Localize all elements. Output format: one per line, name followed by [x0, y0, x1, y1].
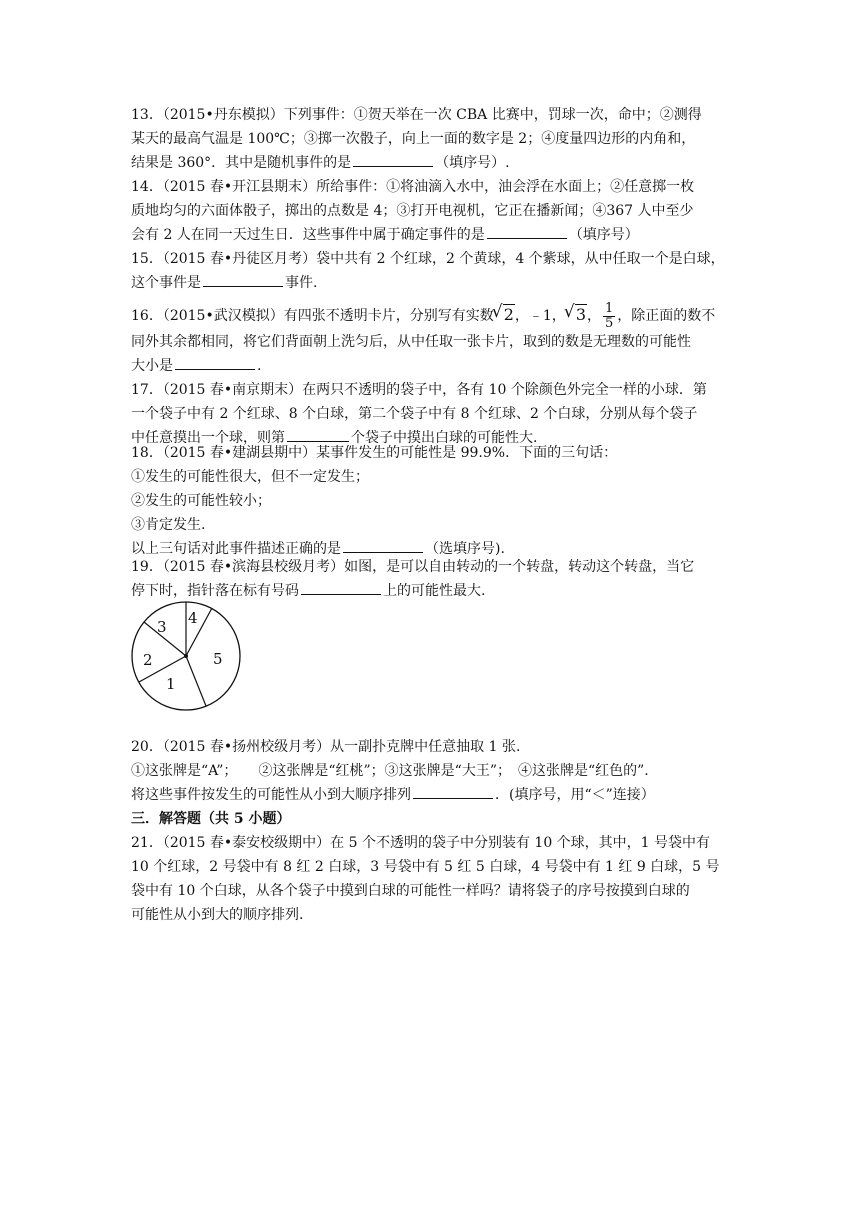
- q17-line3-text: 中任意摸出一个球，则第: [131, 430, 285, 446]
- q18-option-2: ②发生的可能性较小；: [131, 493, 271, 509]
- spinner-figure: [126, 598, 246, 718]
- q18-line5-suffix: （选填序号).: [425, 541, 505, 557]
- spinner-label-2: 2: [143, 651, 153, 669]
- q20-line3-text: 将这些事件按发生的可能性从小到大顺序排列: [131, 787, 411, 803]
- sqrt-3-expression: [566, 300, 587, 330]
- q20-line3: [131, 783, 731, 807]
- q18-line1: 18．（2015 春•建湖县期中）某事件发生的可能性是 99.9%．下面的三句话：: [131, 445, 618, 461]
- section-heading: 三．解答题（共 5 小题）: [131, 811, 291, 827]
- q18-answer-blank[interactable]: [343, 538, 423, 553]
- sqrt-2-expression: [494, 300, 515, 330]
- q15-line2-text: 这个事件是: [131, 275, 201, 291]
- sqrt-2-radicand: 2: [503, 305, 514, 324]
- q13-line1: 13．（2015•丹东模拟）下列事件：①贺天举在一次 CBA 比赛中，罚球一次，命中；②测得: [131, 107, 702, 123]
- q16-line1-mid: ，﹣1，: [514, 308, 566, 324]
- question-14: [131, 175, 731, 247]
- q18-option-3: ③肯定发生.: [131, 517, 206, 533]
- q14-answer-blank[interactable]: [487, 224, 567, 239]
- q20-line3-suffix: ．(填序号，用“＜”连接）: [495, 787, 655, 803]
- question-21: [131, 831, 731, 927]
- spinner-label-5: 5: [213, 650, 223, 668]
- question-19: [131, 555, 731, 603]
- q13-answer-blank[interactable]: [353, 152, 433, 167]
- q21-line4: 可能性从小到大的顺序排列.: [131, 907, 304, 923]
- q18-option-1: ①发生的可能性很大，但不一定发生；: [131, 469, 369, 485]
- q19-line2-suffix: 上的可能性最大.: [383, 583, 486, 599]
- q14-line1: 14．（2015 春•开江县期末）所给事件：①将油滴入水中，油会浮在水面上；②任意掷一枚: [131, 179, 695, 195]
- q17-line2: 一个袋子中有 2 个红球、8 个白球，第二个袋子中有 8 个红球、2 个白球，分别从每个袋子: [131, 406, 698, 422]
- q13-line3: [131, 151, 731, 175]
- q20-line1: 20．（2015 春•扬州校级月考）从一副扑克牌中任意抽取 1 张.: [131, 739, 521, 755]
- q17-answer-blank[interactable]: [287, 427, 349, 442]
- q15-answer-blank[interactable]: [203, 272, 283, 287]
- q19-line1: 19．（2015 春•滨海县校级月考）如图，是可以自由转动的一个转盘，转动这个转盘，当它: [131, 559, 695, 575]
- q15-line2-suffix: 事件.: [285, 275, 318, 291]
- q17-line3-suffix: 个袋子中摸出白球的可能性大.: [351, 430, 538, 446]
- q16-answer-blank[interactable]: [175, 355, 255, 370]
- question-16: [131, 300, 731, 378]
- question-18: [131, 441, 731, 561]
- q16-line1-suffix: ，除正面的数不: [617, 308, 716, 324]
- q14-line3-text: 会有 2 人在同一天过生日．这些事件中属于确定事件的是: [131, 227, 485, 243]
- fraction-numerator: 1: [605, 300, 614, 316]
- q16-line3-text: 大小是: [131, 358, 173, 374]
- q14-line3: [131, 223, 731, 247]
- q15-line1: 15．（2015 春•丹徒区月考）袋中共有 2 个红球，2 个黄球，4 个紫球，从中任取一个是白球，: [131, 251, 725, 267]
- q17-line1: 17．（2015 春•南京期末）在两只不透明的袋子中，各有 10 个除颜色外完全一样的小球．第: [131, 382, 707, 398]
- q19-answer-blank[interactable]: [301, 580, 381, 595]
- fraction-one-fifth: [603, 302, 615, 331]
- q14-line2: 质地均匀的六面体骰子，掷出的点数是 4；③打开电视机，它正在播新闻；④367 人中至少: [131, 203, 694, 219]
- fraction-denominator: 5: [605, 315, 614, 331]
- q18-line5-text: 以上三句话对此事件描述正确的是: [131, 541, 341, 557]
- spinner-label-4: 4: [188, 609, 198, 627]
- q16-line2: 同外其余都相同，将它们背面朝上洗匀后，从中任取一张卡片，取到的数是无理数的可能性: [131, 334, 691, 350]
- question-20: [131, 735, 731, 807]
- question-17: [131, 378, 731, 450]
- spinner-pivot: [184, 654, 188, 658]
- q20-options: ①这张牌是“A”； ②这张牌是“红桃”；③这张牌是“大王”； ④这张牌是“红色的”.: [131, 763, 649, 779]
- q14-line3-suffix: （填序号）: [568, 227, 639, 243]
- spinner-label-3: 3: [157, 618, 167, 636]
- q20-answer-blank[interactable]: [413, 784, 493, 799]
- sqrt-3-radicand: 3: [575, 305, 586, 324]
- q21-line3: 袋中有 10 个白球，从各个袋子中摸到白球的可能性一样吗？请将袋子的序号按摸到白球的: [131, 883, 690, 899]
- spinner-label-1: 1: [166, 675, 176, 693]
- q13-line2: 某天的最高气温是 100℃；③掷一次骰子，向上一面的数字是 2；④度量四边形的内角和，: [131, 131, 696, 147]
- q13-line3-suffix: （填序号）.: [435, 155, 510, 171]
- spinner-divider-3: [186, 656, 206, 706]
- q21-line2: 10 个红球，2 号袋中有 8 红 2 白球，3 号袋中有 5 红 5 白球，4 号袋中有 1 红 9 白球，5 号: [131, 859, 720, 875]
- q15-line2: [131, 271, 731, 295]
- q16-line3: [131, 354, 731, 378]
- q16-line1-text: 16．（2015•武汉模拟）有四张不透明卡片，分别写有实数: [131, 308, 494, 324]
- q16-line1: 16．（2015•武汉模拟）有四张不透明卡片，分别写有实数√ 2，﹣1，√ 3， $\frac{1}{5}$ ，除正面的数不: [131, 300, 731, 330]
- question-13: [131, 103, 731, 175]
- question-15: [131, 247, 731, 295]
- q21-line1: 21．（2015 春•泰安校级期中）在 5 个不透明的袋子中分别装有 10 个球，其中，1 号袋中有: [131, 835, 711, 851]
- q16-line3-suffix: .: [257, 358, 262, 374]
- q13-line3-text: 结果是 360°．其中是随机事件的是: [131, 155, 352, 171]
- q19-line2-text: 停下时，指针落在标有号码: [131, 583, 299, 599]
